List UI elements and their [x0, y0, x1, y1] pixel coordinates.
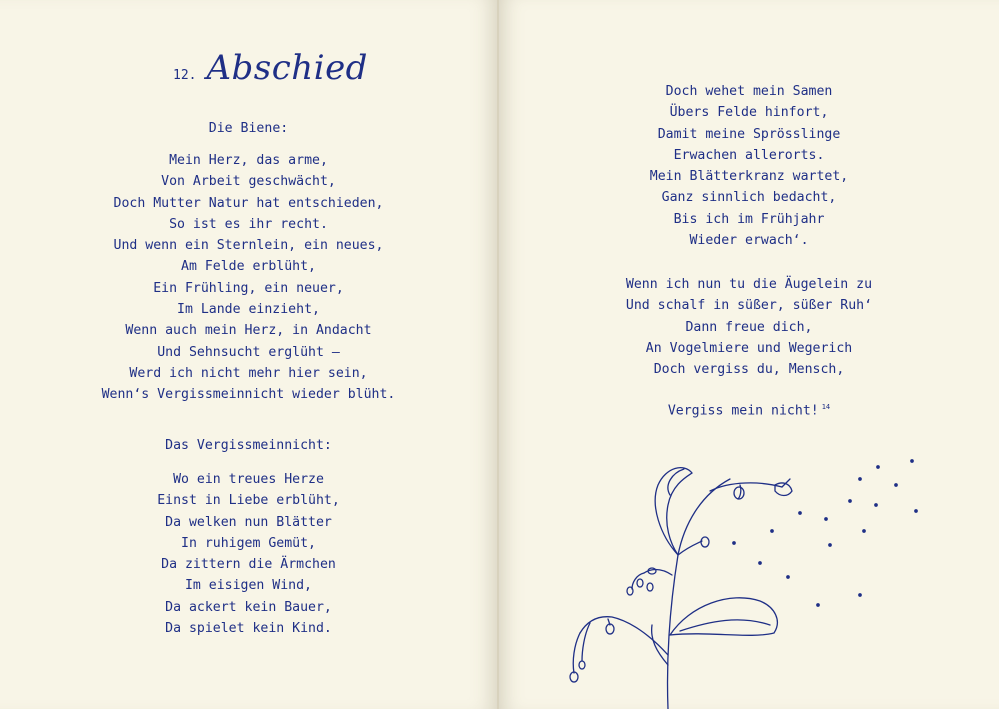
verse-line: Werd ich nicht mehr hier sein, — [129, 365, 368, 381]
verse-line: Da spielet kein Kind. — [165, 621, 332, 637]
verse-line: Dann freue dich, — [685, 319, 813, 335]
verse-line: Und Sehnsucht erglüht – — [157, 344, 340, 360]
verse-line: Im Lande einzieht, — [177, 302, 320, 318]
verse-line: Wenn ich nun tu die Äugelein zu — [625, 277, 873, 292]
verse-line: Doch vergiss du, Mensch, — [653, 362, 845, 378]
stanza-forget-me-not — [0, 469, 497, 639]
verse-line: Damit meine Sprösslinge — [657, 126, 841, 142]
forget-me-not-plant-drawing-icon — [560, 455, 940, 709]
verse-line: Und schalf in süßer, süßer Ruh‘ — [625, 298, 873, 314]
verse-line: Wieder erwach‘. — [689, 233, 809, 249]
verse-line: Da welken nun Blätter — [165, 514, 332, 530]
poem-title — [173, 48, 368, 98]
verse-line: Wo ein treues Herze — [173, 472, 324, 487]
verse-line: So ist es ihr recht. — [169, 216, 328, 232]
verse-line: Wenn‘s Vergissmeinnicht wieder blüht. — [101, 387, 396, 403]
verse-line: Da zittern die Ärmchen — [161, 557, 336, 573]
verse-line: Ein Frühling, ein neuer, — [153, 280, 344, 296]
verse-line: In ruhigem Gemüt, — [181, 535, 316, 551]
verse-line: Mein Blätterkranz wartet, — [649, 169, 849, 185]
stanza-bee — [0, 150, 497, 406]
speaker-forget-me-not: Das Vergissmeinnicht: — [165, 438, 332, 453]
footnote-marker: 14 — [821, 403, 831, 411]
title-text: Abschied — [206, 48, 368, 88]
verse-line: Und wenn ein Sternlein, ein neues, — [113, 238, 384, 254]
verse-line: Bis ich im Frühjahr — [673, 211, 825, 227]
verse-line: Da ackert kein Bauer, — [165, 599, 332, 615]
verse-line: Einst in Liebe erblüht, — [157, 493, 340, 509]
stanza-seeds — [499, 81, 999, 251]
verse-line: Wenn auch mein Herz, in Andacht — [125, 323, 372, 339]
verse-line: Doch Mutter Natur hat entschieden, — [113, 195, 384, 211]
speaker-bee: Die Biene: — [208, 121, 289, 136]
left-page — [0, 0, 497, 709]
verse-line: Im eisigen Wind, — [184, 578, 313, 594]
title-number: 12. — [173, 68, 197, 83]
verse-line: Übers Felde hinfort, — [669, 105, 829, 121]
closing-text: Vergiss mein nicht! — [667, 403, 819, 419]
verse-line: Ganz sinnlich bedacht, — [661, 190, 837, 206]
stanza-farewell — [499, 274, 999, 380]
closing-line — [499, 403, 999, 418]
verse-line: Doch wehet mein Samen — [665, 84, 833, 99]
verse-line: An Vogelmiere und Wegerich — [645, 340, 853, 356]
verse-line: Am Felde erblüht, — [181, 259, 316, 275]
verse-line: Von Arbeit geschwächt, — [161, 174, 336, 190]
verse-line: Mein Herz, das arme, — [169, 153, 328, 168]
verse-line: Erwachen allerorts. — [673, 147, 825, 163]
